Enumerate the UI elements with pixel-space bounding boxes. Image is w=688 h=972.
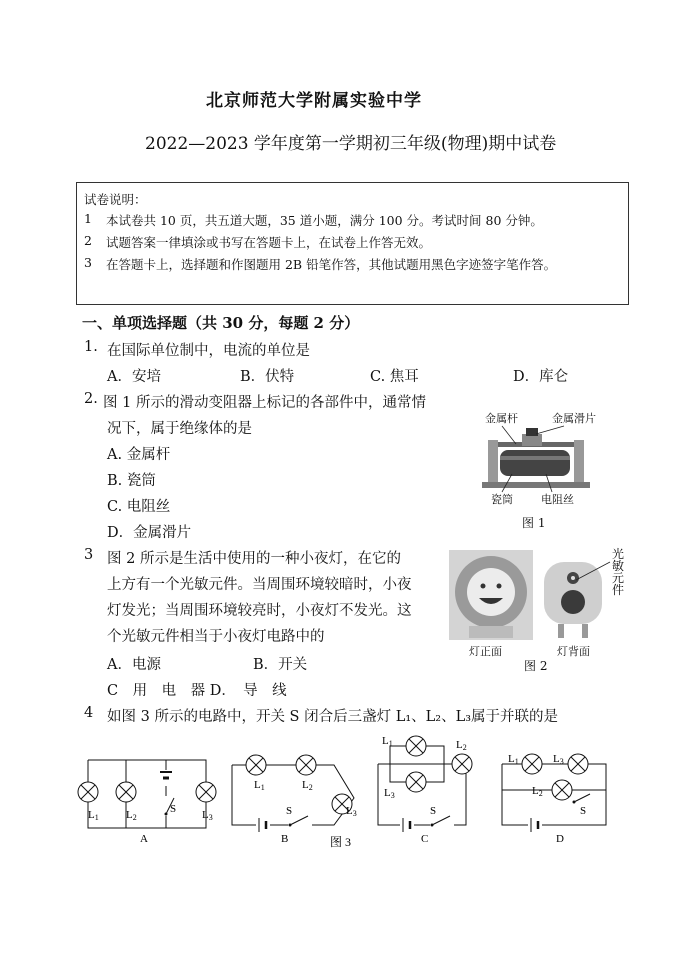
question-text: 上方有一个光敏元件。当周围环境较暗时，小夜 [107,577,412,593]
figure1-label: 电阻丝 [541,493,574,506]
option-a: A．电源 [107,657,161,673]
instructions-title: 试卷说明： [84,192,147,207]
question-text: 图 2 所示是生活中使用的一种小夜灯，在它的 [107,551,401,567]
question-text: 个光敏元件相当于小夜灯电路中的 [107,629,325,645]
figure1-caption: 图 1 [522,516,546,530]
switch-label: S [580,805,587,817]
instruction-text: 试题答案一律填涂或书写在答题卡上，在试卷上作答无效。 [106,235,432,250]
switch-label: S [170,803,177,815]
figure1-label: 瓷筒 [491,493,513,506]
night-lamp-front-photo [449,550,533,640]
option-c: C. 焦耳 [370,369,419,385]
circuit-b [232,755,354,832]
circuit-label-a: A [140,833,148,845]
question-number: 1. [84,339,98,355]
lamp-back-label: 灯背面 [557,645,590,658]
figure3-caption: 图 3 [330,835,352,849]
school-name: 北京师范大学附属实验中学 [206,91,422,111]
option-c: C. 电阻丝 [107,499,171,515]
figure3-circuits [70,730,630,855]
question-text: 如图 3 所示的电路中，开关 S 闭合后三盏灯 L₁、L₂、L₃属于并联的是 [107,709,559,725]
question-text: 灯发光；当周围环境较亮时，小夜灯不发光。这 [107,603,412,619]
question-number: 2. [84,391,98,407]
question-text: 况下，属于绝缘体的是 [107,421,252,437]
instruction-text: 本试卷共 10 页，共五道大题，35 道小题，满分 100 分。考试时间 80 分钟。 [106,213,543,228]
option-d: D．金属滑片 [107,525,192,541]
sensor-label: 光敏元件 [612,547,625,597]
switch-label: S [430,805,437,817]
instruction-num: 2 [84,233,92,248]
option-c-d: C 用 电 器 D． 导 线 [107,683,287,699]
lamp-label: L1 [508,753,519,766]
figure1-label: 金属杆 [485,412,518,425]
sensor-pointer-line [574,560,614,584]
lamp-label: L2 [456,739,467,752]
option-b: B．开关 [253,657,308,673]
option-d: D．库仑 [513,369,569,385]
instruction-text: 在答题卡上，选择题和作图题用 2B 铅笔作答，其他试题用黑色字迹签字笔作答。 [106,257,557,272]
lamp-label: L2 [126,809,137,822]
option-a: A．安培 [107,369,161,385]
lamp-label: L1 [382,735,393,748]
question-number: 3 [84,547,94,563]
lamp-label: L2 [532,785,543,798]
option-b: B. 瓷筒 [107,473,156,489]
lamp-label: L3 [384,787,395,800]
lamp-label: L1 [254,779,265,792]
switch-label: S [286,805,293,817]
circuit-label-d: D [556,833,564,845]
circuit-label-b: B [281,833,289,845]
lamp-label: L3 [202,809,213,822]
section-title: 一、单项选择题（共 30 分，每题 2 分） [82,314,360,332]
option-a: A. 金属杆 [107,447,171,463]
option-b: B．伏特 [240,369,295,385]
lamp-label: L2 [302,779,313,792]
question-text: 图 1 所示的滑动变阻器上标记的各部件中，通常情 [103,395,426,411]
circuit-label-c: C [421,833,429,845]
lamp-label: L3 [346,805,357,818]
question-text: 在国际单位制中，电流的单位是 [107,343,310,359]
instruction-num: 3 [84,255,92,270]
instruction-num: 1 [84,211,92,226]
question-number: 4 [84,705,94,721]
exam-title: 2022—2023 学年度第一学期初三年级(物理)期中试卷 [145,134,557,154]
lamp-label: L3 [553,753,564,766]
figure1-label: 金属滑片 [552,412,596,425]
lamp-label: L1 [88,809,99,822]
lamp-front-label: 灯正面 [469,645,502,658]
figure2-caption: 图 2 [524,659,548,673]
